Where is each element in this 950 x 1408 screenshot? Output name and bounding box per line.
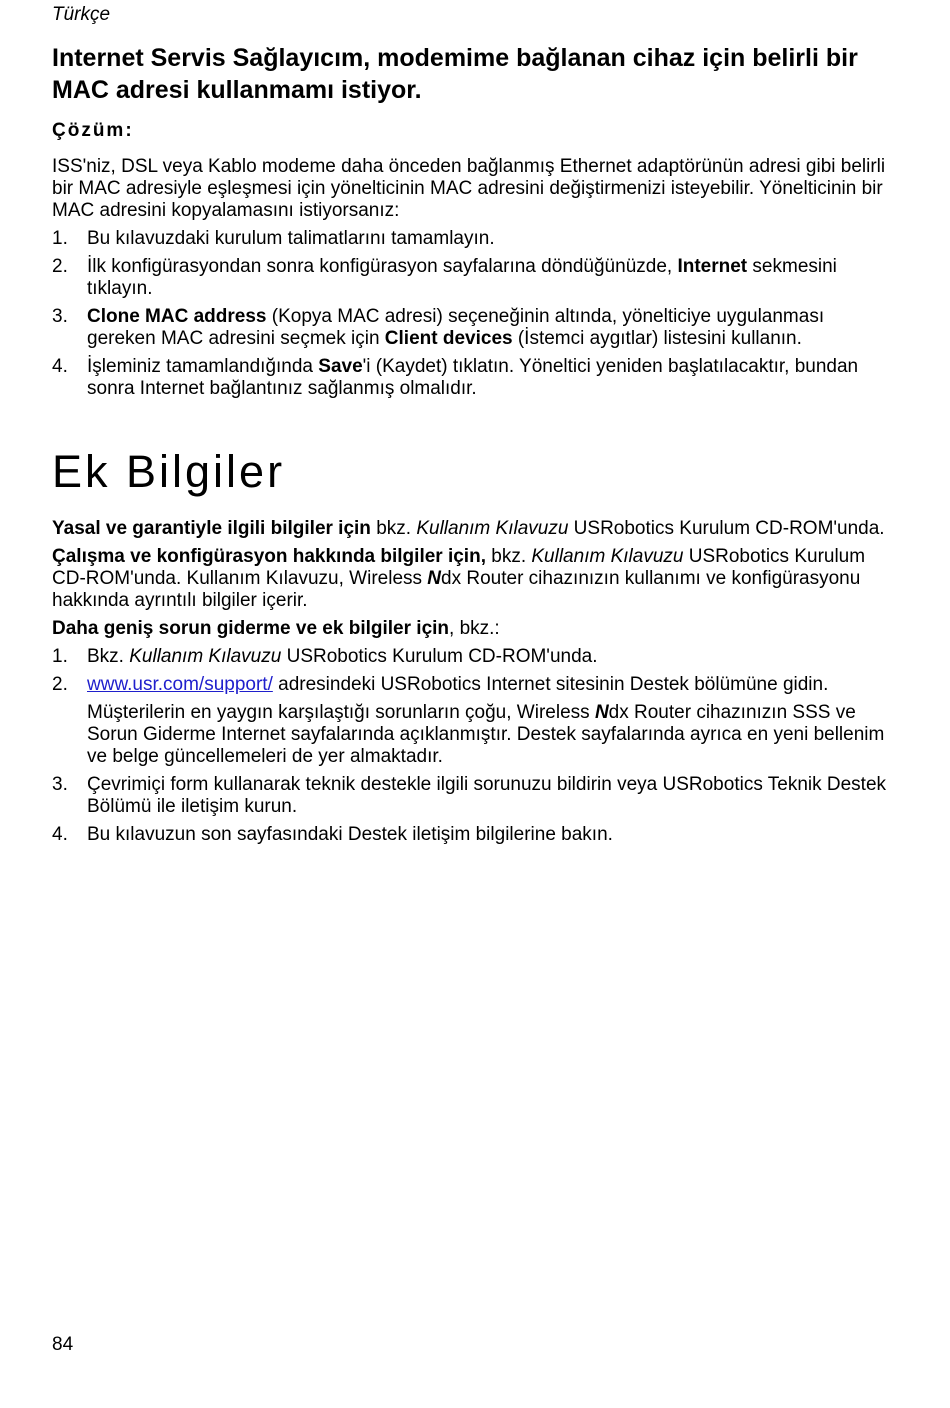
- operation-info-paragraph: Çalışma ve konfigürasyon hakkında bilgiler için, bkz. Kullanım Kılavuzu USRobotics Kurulum CD-ROM'unda. Kullanım Kılavuzu, Wireless Ndx Router cihazınızın kullanımı ve konfigürasyonu hakkında ayrıntılı bilgiler içerir.: [52, 546, 866, 611]
- support-detail-paragraph: Müşterilerin en yaygın karşılaştığı sorunların çoğu, Wireless Ndx Router cihazınızın SSS ve Sorun Giderme Internet sayfalarında açıklanmıştır. Destek sayfalarında ayrıca en yeni bellenim ve belge güncellemeleri de yer almaktadır.: [87, 702, 885, 767]
- list-item: 3. Clone MAC address (Kopya MAC adresi) seçeneğinin altında, yönelticiye uygulanması gereken MAC adresini seçmek için Client devices (İstemci aygıtlar) listesini kullanın.: [52, 306, 825, 349]
- legal-info-paragraph: Yasal ve garantiyle ilgili bilgiler için bkz. Kullanım Kılavuzu USRobotics Kurulum CD-ROM'unda.: [52, 518, 885, 539]
- additional-info-heading: Ek Bilgiler: [52, 446, 286, 497]
- support-link[interactable]: www.usr.com/support/: [87, 674, 273, 695]
- steps-list: [52, 228, 892, 400]
- list-item: 2. İlk konfigürasyondan sonra konfigürasyon sayfalarına döndüğünüzde, Internet sekmesini tıklayın.: [52, 256, 837, 299]
- page-content: [52, 42, 892, 852]
- language-label: Türkçe: [52, 4, 111, 25]
- section-title: Internet Servis Sağlayıcım, modemime bağlanan cihaz için belirli bir MAC adresi kullanmamı istiyor.: [52, 44, 858, 104]
- troubleshooting-intro: Daha geniş sorun giderme ve ek bilgiler için, bkz.:: [52, 618, 500, 639]
- page-number: 84: [52, 1334, 74, 1355]
- list-item: 4. İşleminiz tamamlandığında Save'i (Kaydet) tıklatın. Yöneltici yeniden başlatılacaktır, bundan sonra Internet bağlantınız sağlanmış olmalıdır.: [52, 356, 859, 399]
- solution-label: Çözüm:: [52, 120, 134, 141]
- list-item: 2. www.usr.com/support/ adresindeki USRobotics Internet sitesinin Destek bölümüne gidin. Müşterilerin en yaygın karşılaştığı sorunların çoğu, Wireless Ndx Router cihazınızın SSS ve Sorun Giderme Internet sayfalarında açıklanmıştır. Destek sayfalarında ayrıca en yeni bellenim ve belge güncellemeleri de yer almaktadır.: [52, 674, 892, 768]
- list-item: 1. Bkz. Kullanım Kılavuzu USRobotics Kurulum CD-ROM'unda.: [52, 646, 598, 667]
- list-item: 4. Bu kılavuzun son sayfasındaki Destek iletişim bilgilerine bakın.: [52, 824, 613, 845]
- list-item: 3. Çevrimiçi form kullanarak teknik destekle ilgili sorunuzu bildirin veya USRobotics Teknik Destek Bölümü ile iletişim kurun.: [52, 774, 887, 817]
- support-list: [52, 646, 892, 846]
- list-item: 1. Bu kılavuzdaki kurulum talimatlarını tamamlayın.: [52, 228, 495, 249]
- intro-paragraph: ISS'niz, DSL veya Kablo modeme daha önceden bağlanmış Ethernet adaptörünün adresi gibi belirli bir MAC adresiyle eşleşmesi için yönelticinin MAC adresini değiştirmenizi isteyebilir. Yönelticinin bir MAC adresini kopyalamasını istiyorsanız:: [52, 156, 886, 221]
